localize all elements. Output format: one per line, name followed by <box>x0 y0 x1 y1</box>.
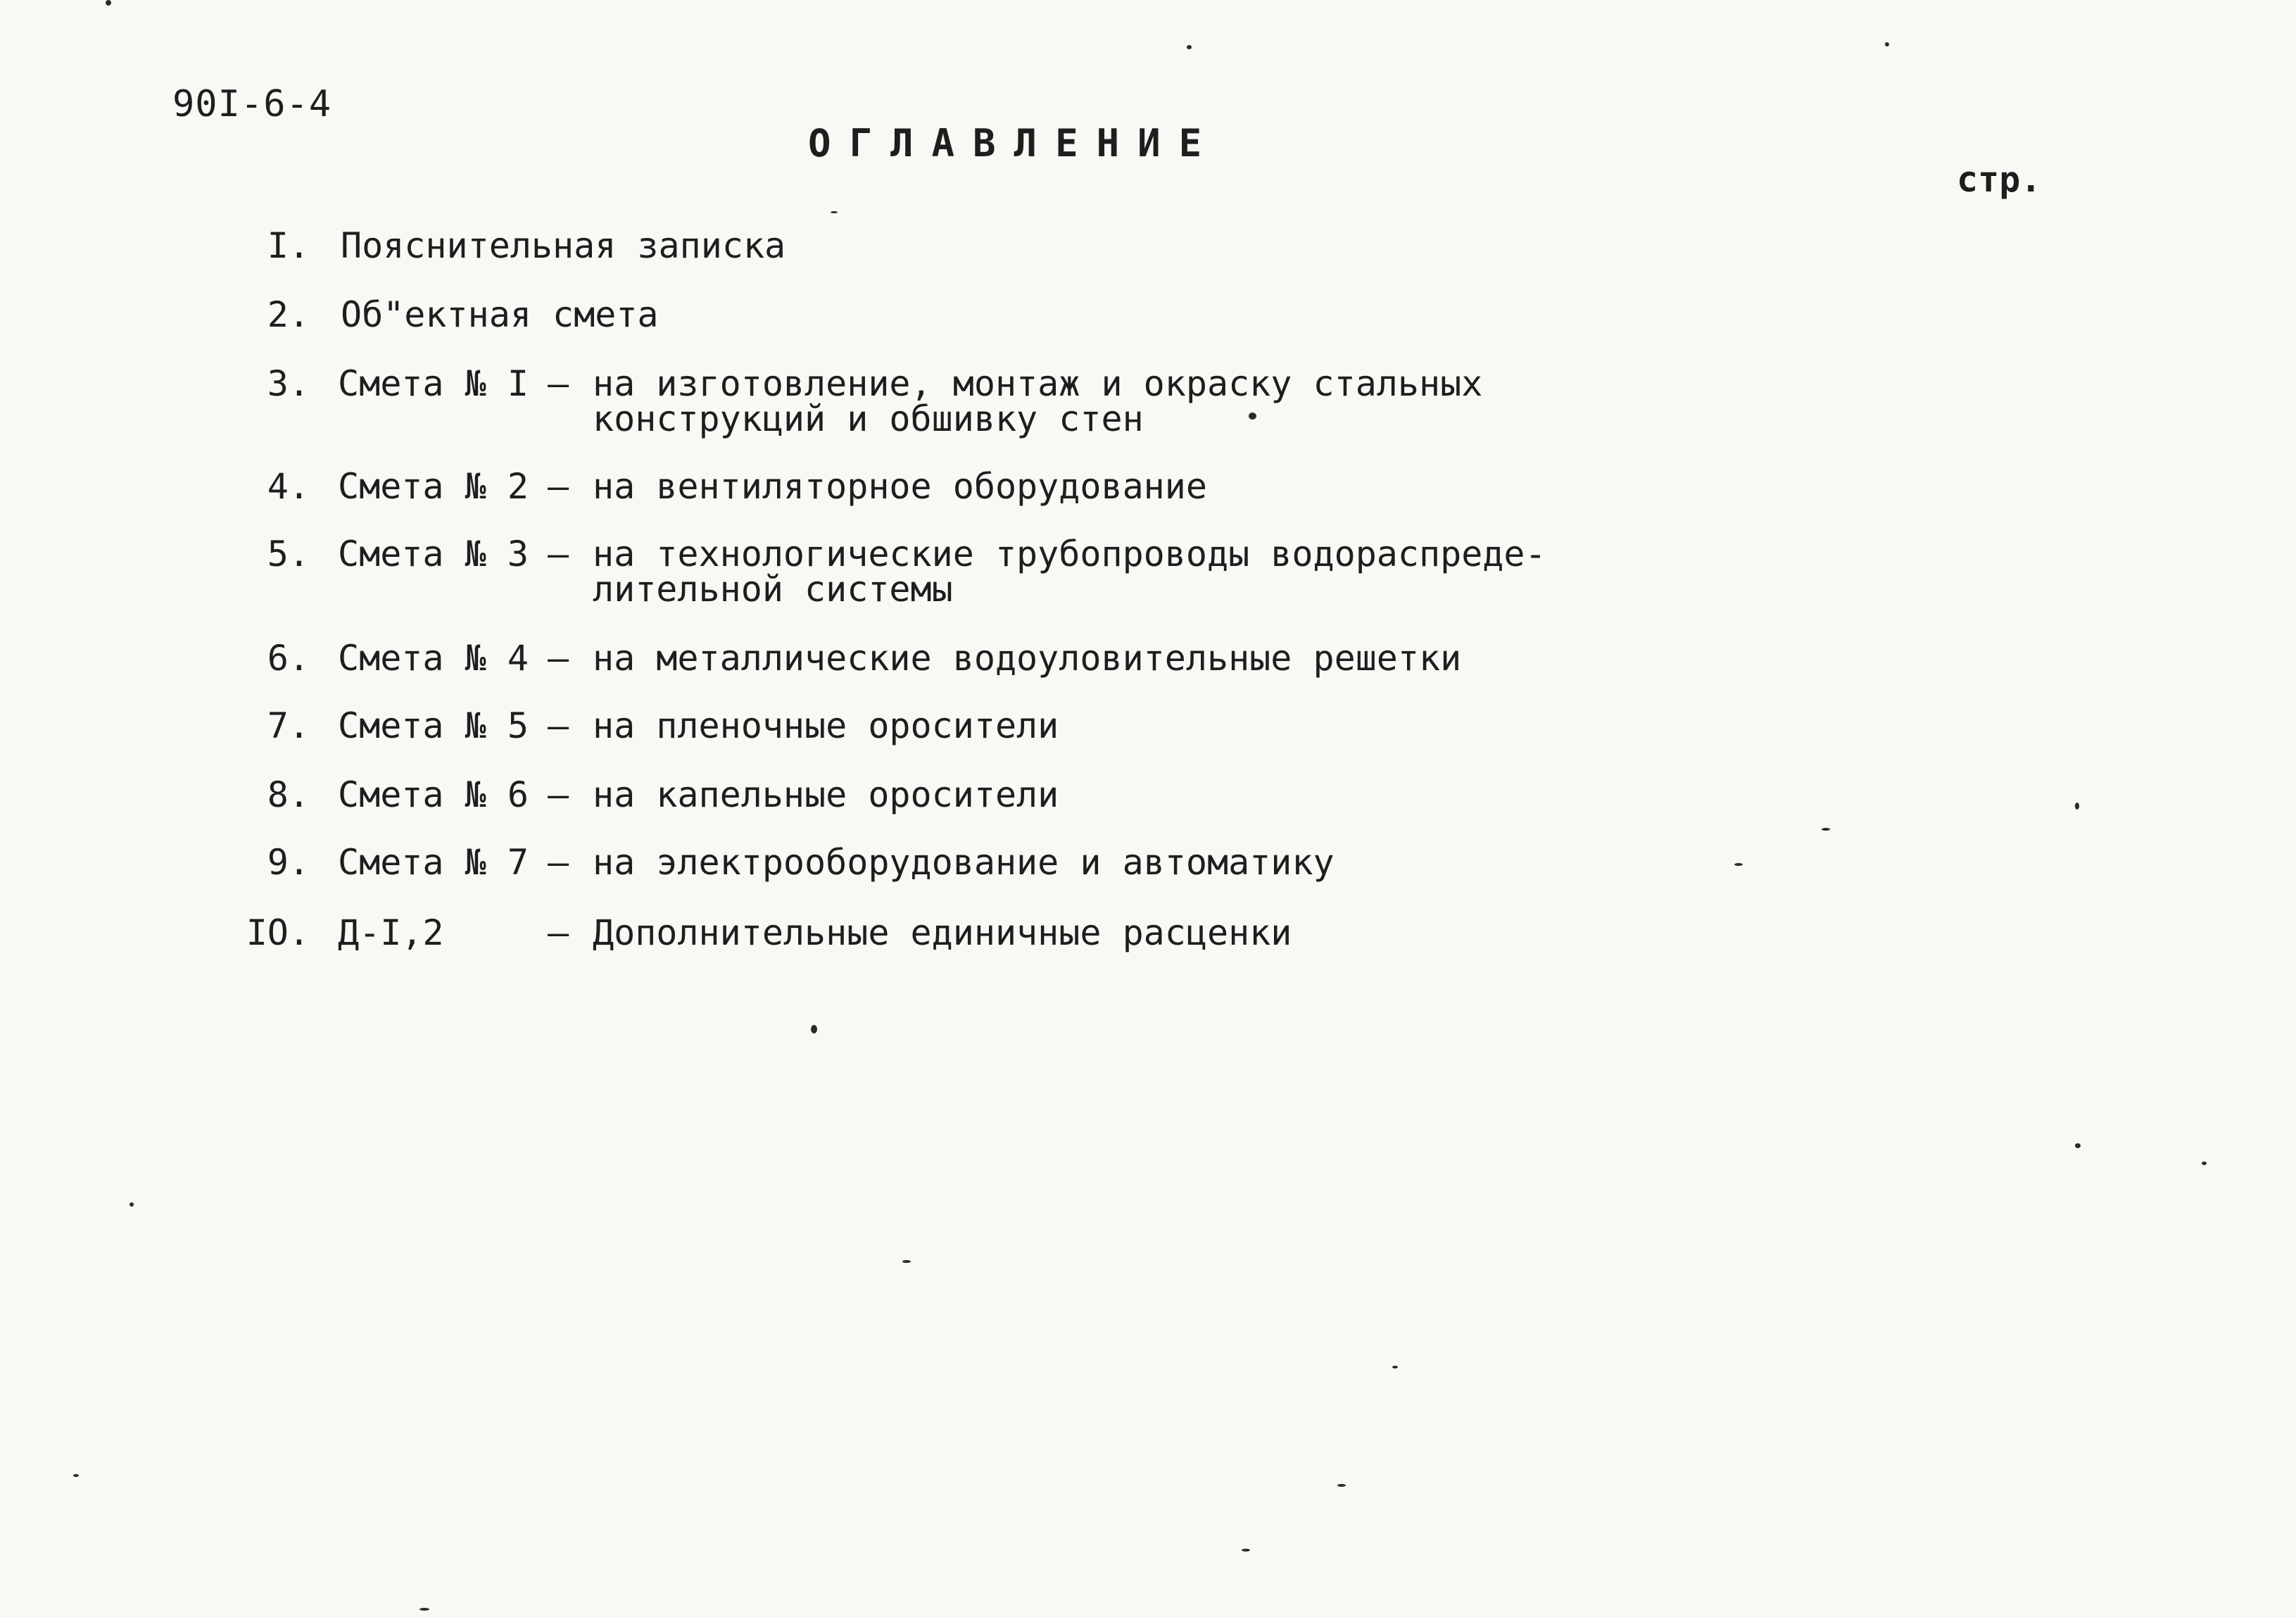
entry-text: на пленочные оросители <box>593 705 1059 746</box>
entry-number: 4. <box>267 466 310 507</box>
scan-speck <box>902 1260 911 1263</box>
document-code: 90I-6-4 <box>172 83 332 125</box>
scan-speck <box>2075 803 2079 810</box>
entry-text: Об"ектная смета <box>341 294 659 335</box>
entry-text: на электрооборудование и автоматику <box>593 842 1335 883</box>
scan-speck <box>811 1025 817 1033</box>
entry-number: I. <box>267 225 310 266</box>
entry-dash: – <box>548 466 569 507</box>
entry-number: 6. <box>267 638 310 679</box>
entry-reference: Смета № 6 <box>338 774 529 815</box>
scan-speck <box>1392 1366 1398 1369</box>
scan-speck <box>1187 45 1192 49</box>
scan-speck <box>1885 42 1889 46</box>
entry-dash: – <box>548 363 569 404</box>
entry-dash: – <box>548 638 569 679</box>
scan-speck <box>1242 1549 1250 1552</box>
page-title: ОГЛАВЛЕНИЕ <box>808 121 1220 165</box>
scan-speck <box>73 1474 79 1477</box>
entry-reference: Смета № I <box>338 363 529 404</box>
scan-speck <box>1822 828 1830 831</box>
entry-continuation: конструкций и обшивку стен <box>593 398 1144 439</box>
entry-reference: Смета № 5 <box>338 705 529 746</box>
entry-text: на капельные оросители <box>593 774 1059 815</box>
scan-speck <box>1734 863 1743 866</box>
entry-reference: Смета № 2 <box>338 466 529 507</box>
entry-number: 9. <box>267 842 310 883</box>
entry-reference: Смета № 7 <box>338 842 529 883</box>
scan-speck <box>130 1202 134 1207</box>
entry-text: на технологические трубопроводы водораспреде- <box>593 534 1546 574</box>
entry-reference: Смета № 4 <box>338 638 529 679</box>
scan-speck <box>2202 1162 2207 1165</box>
entry-number: 7. <box>267 705 310 746</box>
page-column-label: стр. <box>1957 159 2042 200</box>
entry-text: Пояснительная записка <box>341 225 786 266</box>
entry-number: 8. <box>267 774 310 815</box>
entry-dash: – <box>548 705 569 746</box>
entry-number: 3. <box>267 363 310 404</box>
scan-speck <box>2075 1143 2081 1148</box>
entry-text: на металлические водоуловительные решетки <box>593 638 1462 679</box>
entry-text: Дополнительные единичные расценки <box>593 912 1292 953</box>
entry-dash: – <box>548 912 569 953</box>
entry-number: IO. <box>246 912 310 953</box>
scan-speck <box>420 1608 429 1611</box>
entry-text: на изготовление, монтаж и окраску стальных <box>593 363 1483 404</box>
scan-speck <box>1249 413 1256 420</box>
scan-speck <box>106 0 111 6</box>
scan-speck <box>1337 1484 1346 1487</box>
entry-dash: – <box>548 534 569 574</box>
entry-text: на вентиляторное оборудование <box>593 466 1207 507</box>
entry-dash: – <box>548 774 569 815</box>
entry-reference: Д-I,2 <box>338 912 444 953</box>
entry-number: 5. <box>267 534 310 574</box>
entry-continuation: лительной системы <box>593 569 953 610</box>
entry-number: 2. <box>267 294 310 335</box>
entry-reference: Смета № 3 <box>338 534 529 574</box>
scan-speck <box>831 211 838 213</box>
entry-dash: – <box>548 842 569 883</box>
